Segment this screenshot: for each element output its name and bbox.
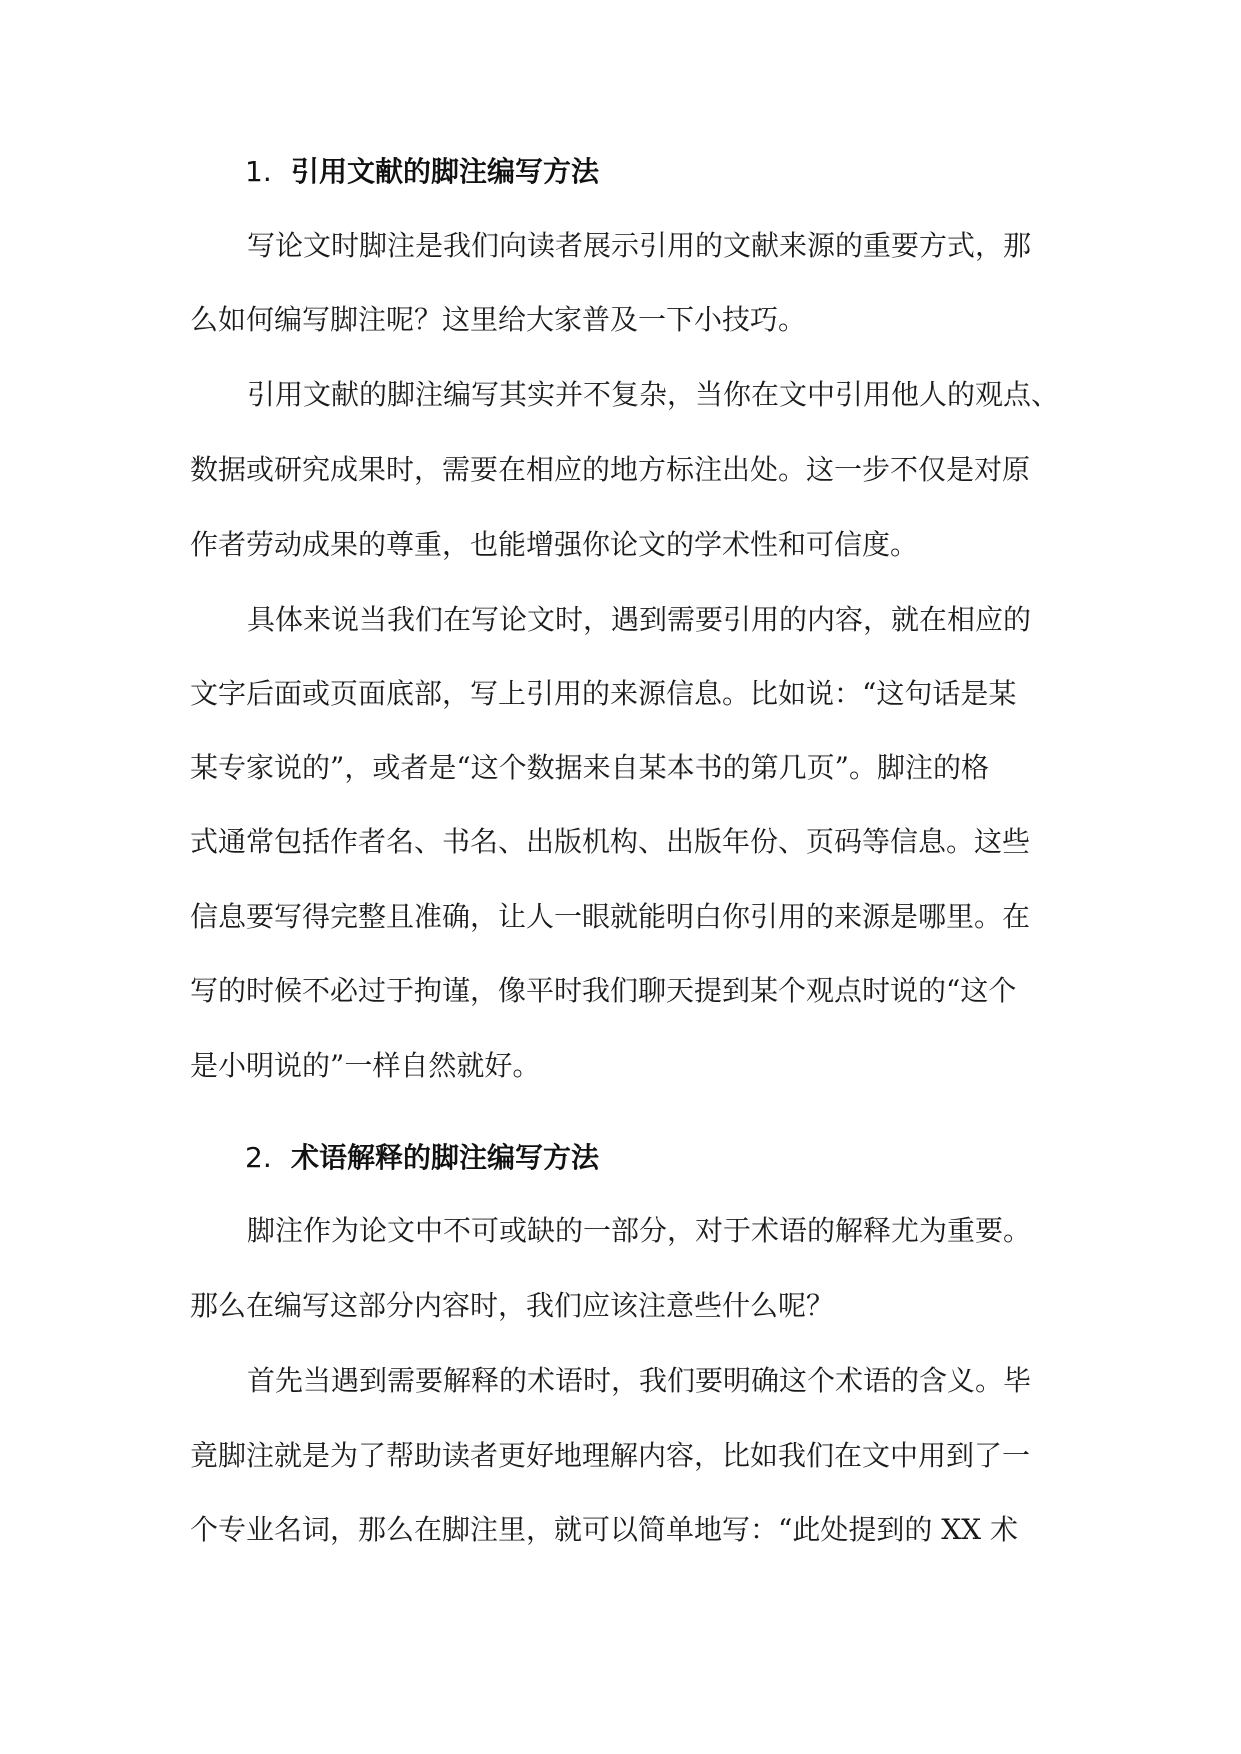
paragraph-line: 作者劳动成果的尊重，也能增强你论文的学术性和可信度。 — [190, 528, 919, 561]
paragraph-line: 个专业名词，那么在脚注里，就可以简单地写：“此处提到的 XX 术 — [190, 1513, 1018, 1546]
paragraph-line: 文字后面或页面底部，写上引用的来源信息。比如说：“这句话是某 — [190, 677, 1017, 710]
paragraph-line: 那么在编写这部分内容时，我们应该注意些什么呢？ — [190, 1289, 835, 1322]
paragraph-line: 么如何编写脚注呢？这里给大家普及一下小技巧。 — [190, 303, 807, 336]
paragraph-line: 是小明说的”一样自然就好。 — [190, 1049, 541, 1082]
paragraph-line: 式通常包括作者名、书名、出版机构、出版年份、页码等信息。这些 — [190, 825, 1031, 858]
section-number: 2. — [245, 1141, 272, 1174]
section-heading — [245, 152, 599, 192]
paragraph-line: 引用文献的脚注编写其实并不复杂，当你在文中引用他人的观点、 — [247, 378, 1060, 411]
section-heading — [245, 1138, 599, 1178]
paragraph-line: 数据或研究成果时，需要在相应的地方标注出处。这一步不仅是对原 — [190, 453, 1031, 486]
section-title: 术语解释的脚注编写方法 — [291, 1141, 600, 1174]
paragraph-line: 写论文时脚注是我们向读者展示引用的文献来源的重要方式，那 — [247, 229, 1032, 262]
paragraph-line: 某专家说的”，或者是“这个数据来自某本书的第几页”。脚注的格 — [190, 751, 989, 784]
paragraph-line: 脚注作为论文中不可或缺的一部分，对于术语的解释尤为重要。 — [247, 1214, 1032, 1247]
section-title: 引用文献的脚注编写方法 — [291, 155, 600, 188]
paragraph-line: 首先当遇到需要解释的术语时，我们要明确这个术语的含义。毕 — [247, 1364, 1032, 1397]
paragraph-line: 竟脚注就是为了帮助读者更好地理解内容，比如我们在文中用到了一 — [190, 1439, 1031, 1472]
paragraph-line: 具体来说当我们在写论文时，遇到需要引用的内容，就在相应的 — [247, 603, 1032, 636]
section-number: 1. — [245, 155, 272, 188]
paragraph-line: 信息要写得完整且准确，让人一眼就能明白你引用的来源是哪里。在 — [190, 900, 1031, 933]
paragraph-line: 写的时候不必过于拘谨，像平时我们聊天提到某个观点时说的“这个 — [190, 974, 1017, 1007]
